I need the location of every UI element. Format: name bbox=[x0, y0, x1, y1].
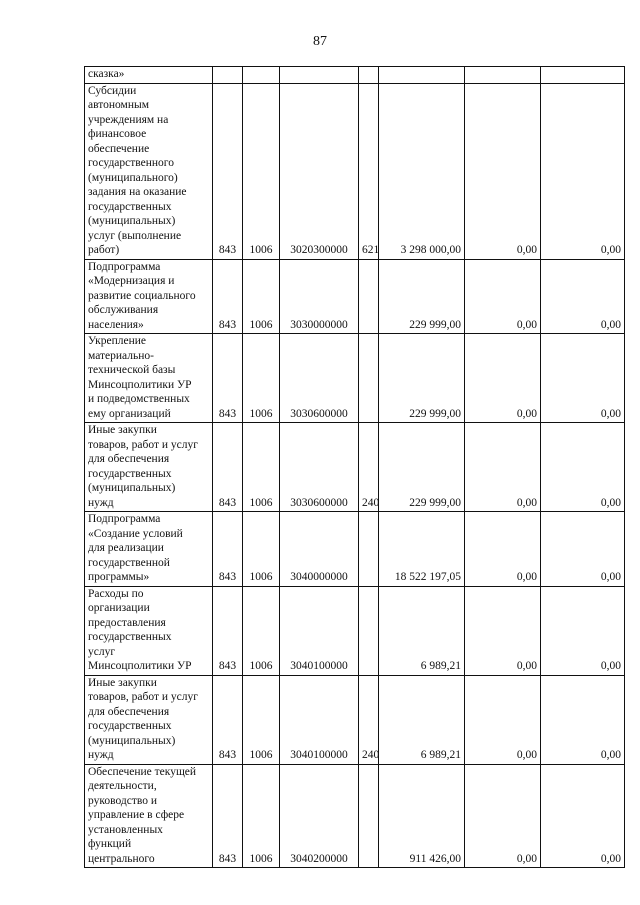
row-target-article: 3040200000 bbox=[280, 764, 359, 868]
row-expense-type: 240 bbox=[359, 423, 379, 512]
row-target-article: 3040100000 bbox=[280, 586, 359, 675]
row-sum: 229 999,00 bbox=[379, 423, 465, 512]
table-row bbox=[85, 67, 625, 84]
budget-table bbox=[84, 66, 625, 868]
row-plan-year-2: 0,00 bbox=[465, 764, 541, 868]
row-sum bbox=[379, 67, 465, 84]
table-row bbox=[85, 764, 625, 868]
row-expense-type bbox=[359, 512, 379, 587]
row-expense-type bbox=[359, 764, 379, 868]
row-sum: 6 989,21 bbox=[379, 586, 465, 675]
row-expense-type bbox=[359, 586, 379, 675]
row-sum: 229 999,00 bbox=[379, 334, 465, 423]
row-name: Подпрограмма «Создание условий для реализации государственной программы» bbox=[85, 512, 213, 587]
row-plan-year-3: 0,00 bbox=[541, 675, 625, 764]
row-section-code: 1006 bbox=[243, 83, 280, 259]
row-name: сказка» bbox=[85, 67, 213, 84]
row-plan-year-3: 0,00 bbox=[541, 586, 625, 675]
row-name: Иные закупки товаров, работ и услуг для обеспечения государственных (муниципальных) нужд bbox=[85, 675, 213, 764]
row-plan-year-2: 0,00 bbox=[465, 675, 541, 764]
row-name: Подпрограмма «Модернизация и развитие социального обслуживания населения» bbox=[85, 259, 213, 334]
row-plan-year-2 bbox=[465, 67, 541, 84]
page-number: 87 bbox=[313, 34, 327, 49]
row-expense-type bbox=[359, 259, 379, 334]
row-admin-code: 843 bbox=[213, 83, 243, 259]
row-plan-year-3: 0,00 bbox=[541, 259, 625, 334]
row-plan-year-3 bbox=[541, 67, 625, 84]
row-section-code: 1006 bbox=[243, 586, 280, 675]
row-plan-year-3: 0,00 bbox=[541, 512, 625, 587]
row-admin-code bbox=[213, 67, 243, 84]
row-sum: 3 298 000,00 bbox=[379, 83, 465, 259]
row-plan-year-2: 0,00 bbox=[465, 512, 541, 587]
row-section-code: 1006 bbox=[243, 764, 280, 868]
row-expense-type: 240 bbox=[359, 675, 379, 764]
row-plan-year-3: 0,00 bbox=[541, 83, 625, 259]
row-plan-year-2: 0,00 bbox=[465, 586, 541, 675]
row-expense-type bbox=[359, 67, 379, 84]
table-row bbox=[85, 83, 625, 259]
row-target-article: 3020300000 bbox=[280, 83, 359, 259]
table-row bbox=[85, 259, 625, 334]
row-target-article: 3040000000 bbox=[280, 512, 359, 587]
row-plan-year-3: 0,00 bbox=[541, 423, 625, 512]
row-sum: 229 999,00 bbox=[379, 259, 465, 334]
row-target-article: 3030600000 bbox=[280, 423, 359, 512]
row-section-code: 1006 bbox=[243, 423, 280, 512]
row-admin-code: 843 bbox=[213, 764, 243, 868]
row-admin-code: 843 bbox=[213, 675, 243, 764]
row-admin-code: 843 bbox=[213, 586, 243, 675]
table-body bbox=[85, 67, 625, 868]
row-admin-code: 843 bbox=[213, 334, 243, 423]
table-row bbox=[85, 512, 625, 587]
row-target-article: 3030600000 bbox=[280, 334, 359, 423]
row-plan-year-2: 0,00 bbox=[465, 423, 541, 512]
row-sum: 911 426,00 bbox=[379, 764, 465, 868]
row-name: Иные закупки товаров, работ и услуг для обеспечения государственных (муниципальных) нужд bbox=[85, 423, 213, 512]
table-row bbox=[85, 334, 625, 423]
row-section-code: 1006 bbox=[243, 334, 280, 423]
row-expense-type bbox=[359, 334, 379, 423]
row-name: Субсидии автономным учреждениям на финансовое обеспечение государственного (муниципального) задания на оказание государственных (муниципальных) услуг (выполнение работ) bbox=[85, 83, 213, 259]
row-target-article: 3030000000 bbox=[280, 259, 359, 334]
row-section-code: 1006 bbox=[243, 512, 280, 587]
row-plan-year-2: 0,00 bbox=[465, 259, 541, 334]
row-section-code bbox=[243, 67, 280, 84]
table-row bbox=[85, 586, 625, 675]
row-plan-year-2: 0,00 bbox=[465, 334, 541, 423]
row-name: Расходы по организации предоставления государственных услуг Минсоцполитики УР bbox=[85, 586, 213, 675]
row-admin-code: 843 bbox=[213, 512, 243, 587]
row-plan-year-2: 0,00 bbox=[465, 83, 541, 259]
row-name: Укрепление материально- технической базы Минсоцполитики УР и подведомственных ему организаций bbox=[85, 334, 213, 423]
row-plan-year-3: 0,00 bbox=[541, 334, 625, 423]
row-admin-code: 843 bbox=[213, 259, 243, 334]
row-target-article: 3040100000 bbox=[280, 675, 359, 764]
table-row bbox=[85, 423, 625, 512]
row-expense-type: 621 bbox=[359, 83, 379, 259]
row-section-code: 1006 bbox=[243, 259, 280, 334]
row-target-article bbox=[280, 67, 359, 84]
table-row bbox=[85, 675, 625, 764]
row-section-code: 1006 bbox=[243, 675, 280, 764]
row-name: Обеспечение текущей деятельности, руководство и управление в сфере установленных функций центрального bbox=[85, 764, 213, 868]
row-admin-code: 843 bbox=[213, 423, 243, 512]
row-plan-year-3: 0,00 bbox=[541, 764, 625, 868]
row-sum: 6 989,21 bbox=[379, 675, 465, 764]
row-sum: 18 522 197,05 bbox=[379, 512, 465, 587]
